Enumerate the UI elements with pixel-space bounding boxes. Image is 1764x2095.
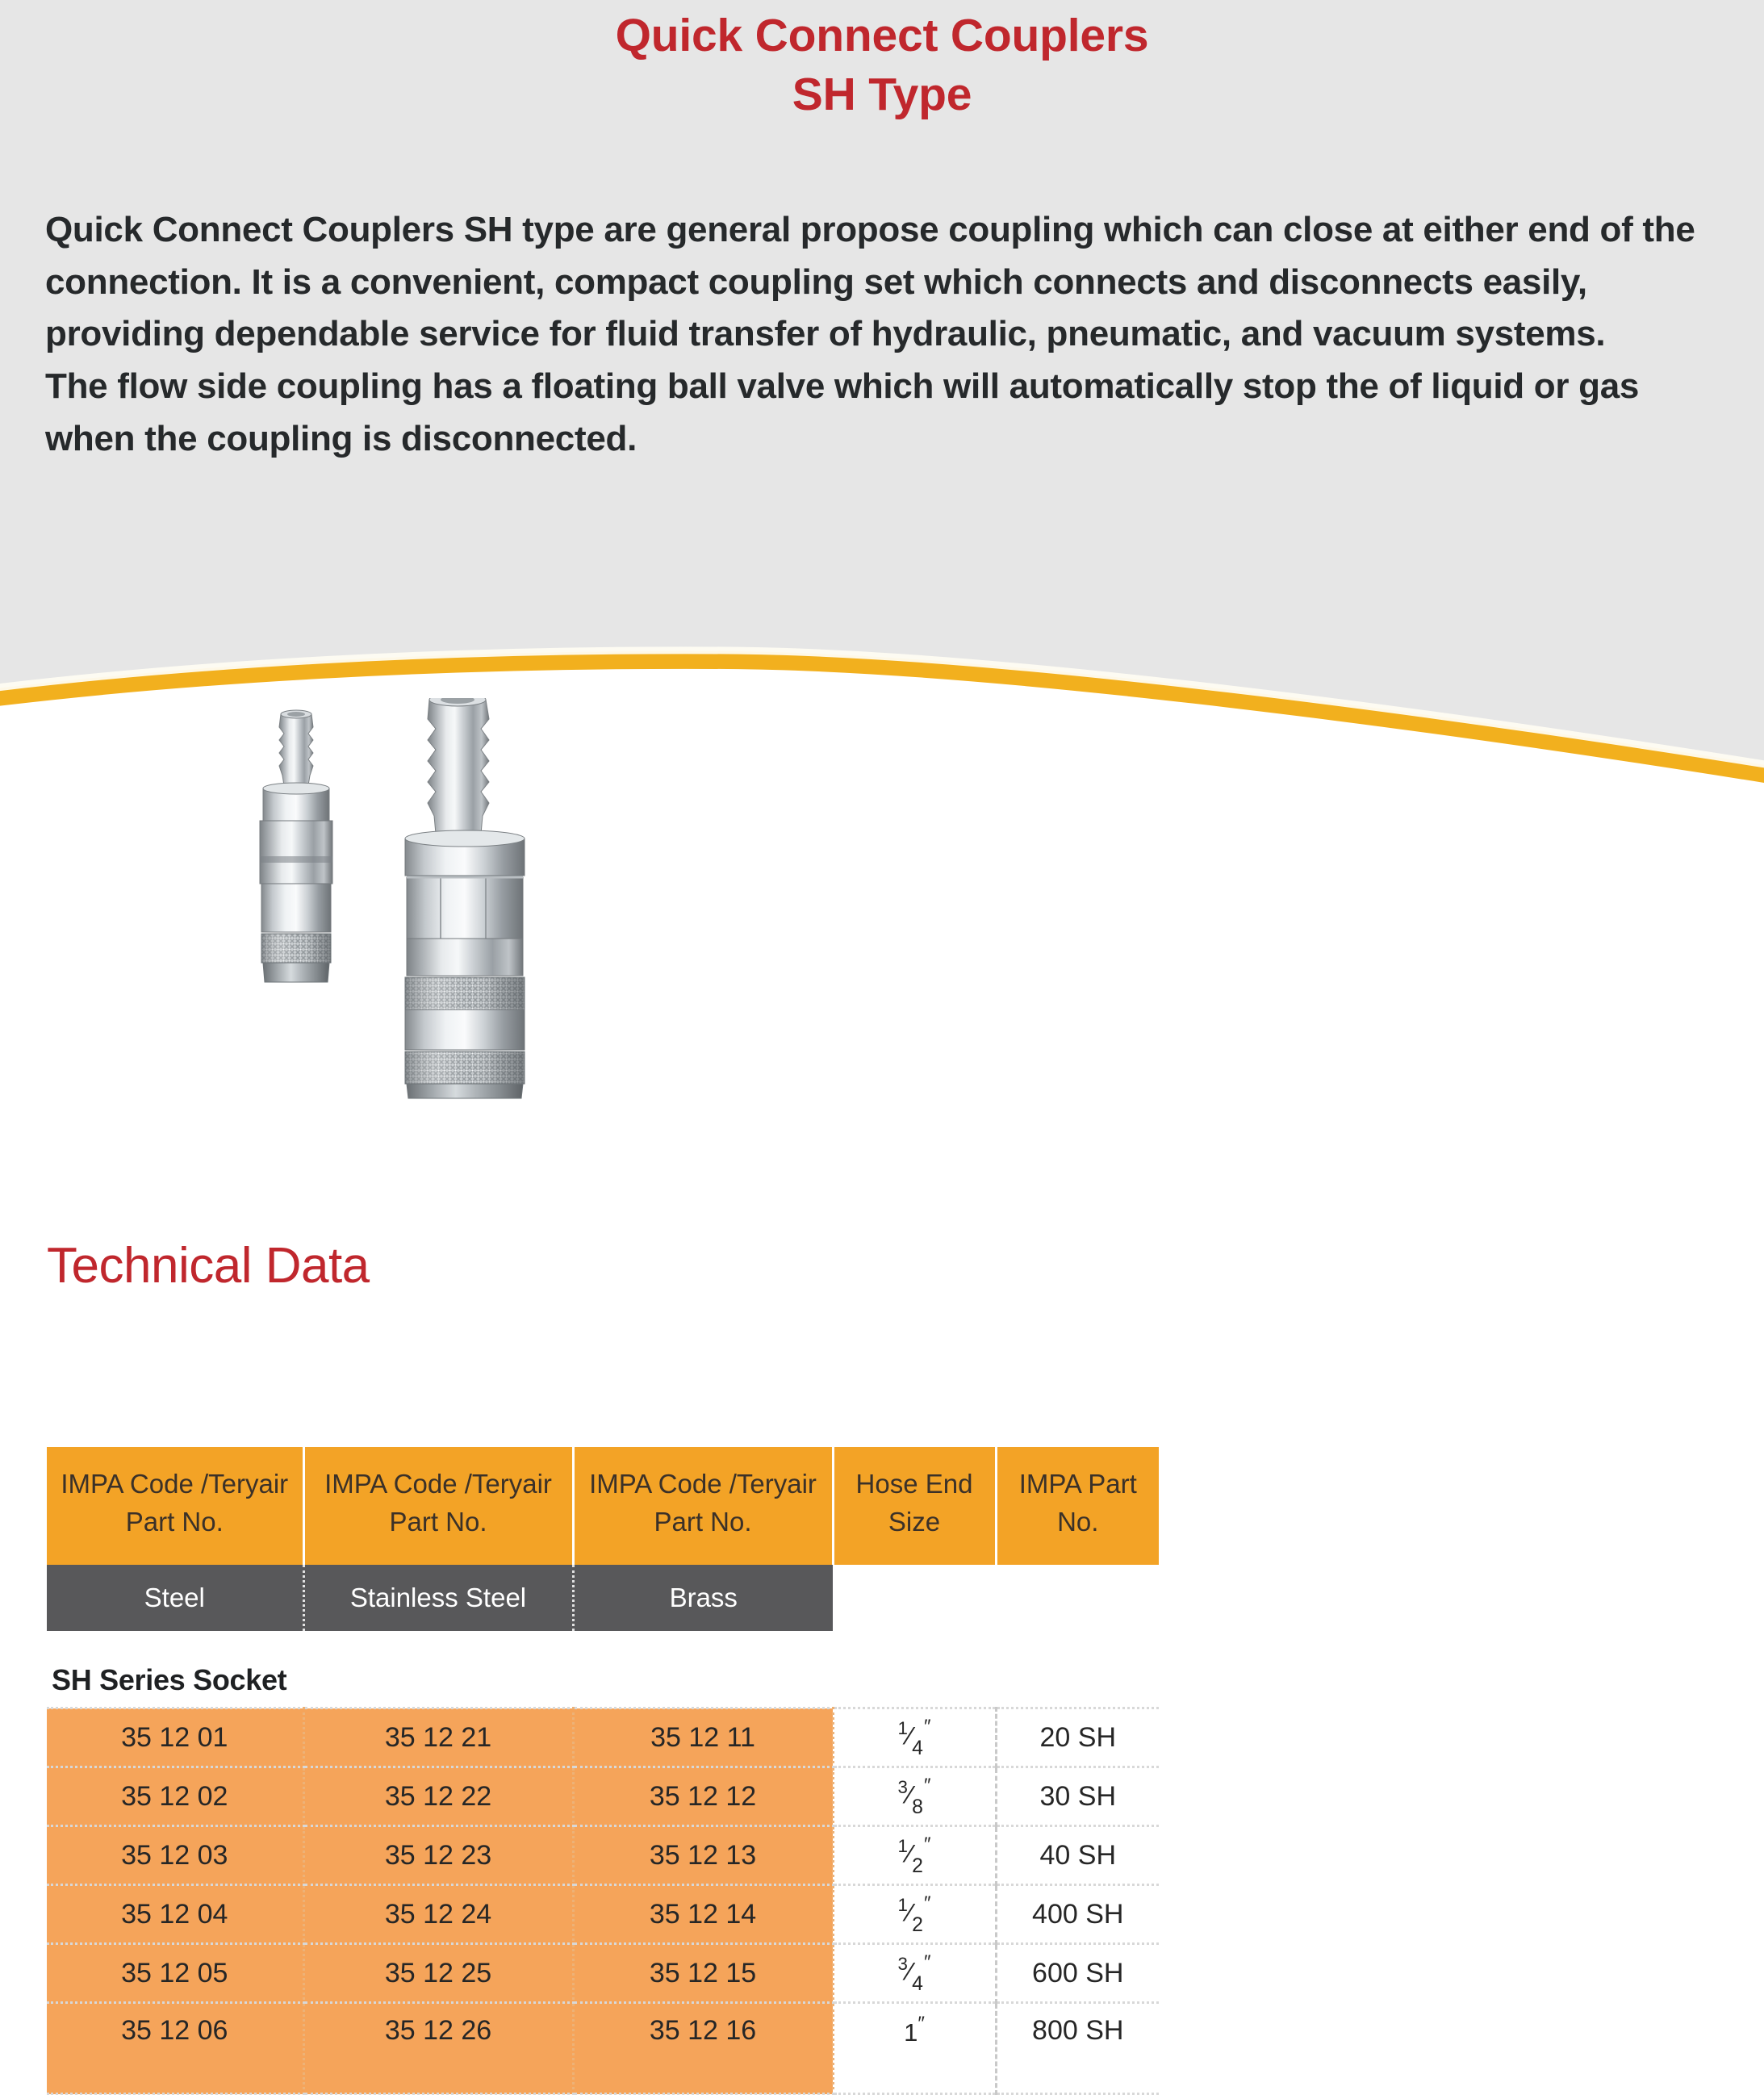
inch-mark: ″ [923, 1834, 931, 1856]
fraction-denominator: 2 [912, 1855, 923, 1877]
material-spacer-1 [833, 1565, 996, 1631]
knurled-sleeve-small [261, 934, 331, 963]
cell-impa-part-no: 400 SH [996, 1885, 1159, 1944]
cell-brass-code: 35 12 15 [573, 1944, 833, 2003]
cell-brass-code: 35 12 13 [573, 1826, 833, 1885]
table-header-row [47, 1447, 1159, 1565]
fraction-hose-size [897, 1716, 931, 1759]
column-header-impa-part-no: IMPA Part No. [996, 1447, 1159, 1565]
hex-nut [407, 877, 523, 939]
table-row [47, 1826, 1159, 1885]
cell-stainless-code: 35 12 25 [303, 1944, 573, 2003]
knurled-sleeve-large-lower [405, 1052, 525, 1084]
fraction-numerator: 1 [897, 1836, 908, 1857]
technical-data-heading: Technical Data [47, 1238, 370, 1294]
whole-number: 1 [904, 2018, 918, 2047]
cell-steel-code: 35 12 06 [47, 2003, 303, 2094]
cell-impa-part-no: 20 SH [996, 1708, 1159, 1767]
hose-barb-small [279, 710, 313, 785]
cell-steel-code: 35 12 02 [47, 1767, 303, 1826]
material-stainless-steel: Stainless Steel [303, 1565, 573, 1631]
product-image [258, 698, 678, 1126]
inch-mark: ″ [923, 1951, 931, 1974]
fraction-slash: ⁄ [907, 1838, 913, 1868]
cell-steel-code: 35 12 05 [47, 1944, 303, 2003]
fraction-hose-size [897, 1775, 931, 1818]
cell-impa-part-no: 30 SH [996, 1767, 1159, 1826]
table-row [47, 2003, 1159, 2094]
table-row [47, 1885, 1159, 1944]
fraction-numerator: 1 [897, 1895, 908, 1916]
column-header-steel-code: IMPA Code /Teryair Part No. [47, 1447, 303, 1565]
cell-hose-end-size [833, 1826, 996, 1885]
column-header-brass-code: IMPA Code /Teryair Part No. [573, 1447, 833, 1565]
material-spacer-2 [996, 1565, 1159, 1631]
fraction-numerator: 3 [897, 1777, 908, 1798]
intro-description [45, 204, 1732, 465]
fraction-denominator: 8 [912, 1796, 923, 1818]
fraction-slash: ⁄ [907, 1956, 913, 1986]
cell-impa-part-no: 600 SH [996, 1944, 1159, 2003]
fraction-denominator: 4 [912, 1737, 923, 1759]
cell-stainless-code: 35 12 24 [303, 1885, 573, 1944]
specs-table [47, 1447, 1159, 2095]
inch-mark: ″ [918, 2013, 925, 2034]
fraction-slash: ⁄ [907, 1779, 913, 1809]
cell-impa-part-no: 40 SH [996, 1826, 1159, 1885]
section-label-cell [47, 1631, 1159, 1708]
title-line-2: SH Type [792, 68, 972, 120]
cell-hose-end-size [833, 1885, 996, 1944]
inch-mark: ″ [923, 1892, 931, 1915]
cell-hose-end-size [833, 1767, 996, 1826]
table-section-label-row [47, 1631, 1159, 1708]
cell-brass-code: 35 12 11 [573, 1708, 833, 1767]
material-brass: Brass [573, 1565, 833, 1631]
inch-mark: ″ [923, 1716, 931, 1738]
fraction-numerator: 3 [897, 1954, 908, 1975]
table-material-row [47, 1565, 1159, 1631]
fraction-denominator: 2 [912, 1913, 923, 1936]
fraction-denominator: 4 [912, 1972, 923, 1995]
cell-stainless-code: 35 12 21 [303, 1708, 573, 1767]
table-row [47, 1767, 1159, 1826]
column-header-hose-end-size: Hose End Size [833, 1447, 996, 1565]
cell-stainless-code: 35 12 23 [303, 1826, 573, 1885]
hose-barb-large [428, 698, 489, 834]
inch-mark: ″ [923, 1775, 931, 1797]
technical-data-table [47, 1447, 1159, 2095]
cell-stainless-code: 35 12 26 [303, 2003, 573, 2094]
fraction-hose-size [897, 1951, 931, 1995]
cell-steel-code: 35 12 01 [47, 1708, 303, 1767]
cell-hose-end-size [833, 1944, 996, 2003]
section-label-sh-series-socket: SH Series Socket [52, 1663, 287, 1696]
fraction-slash: ⁄ [907, 1721, 913, 1750]
knurled-sleeve-large-upper [405, 977, 525, 1010]
fraction-slash: ⁄ [907, 1897, 913, 1927]
cell-impa-part-no: 800 SH [996, 2003, 1159, 2094]
intro-paragraph-1: Quick Connect Couplers SH type are general propose coupling which can close at either end of the connection. It is a convenient, compact coupling set which connects and disconnects easily, providing dependable service for fluid transfer of hydraulic, pneumatic, and vacuum systems. [45, 210, 1695, 354]
material-steel: Steel [47, 1565, 303, 1631]
cell-steel-code: 35 12 03 [47, 1826, 303, 1885]
coupler-large [405, 698, 525, 1098]
cell-hose-end-size [833, 1708, 996, 1767]
coupler-small [260, 710, 332, 982]
cell-brass-code: 35 12 16 [573, 2003, 833, 2094]
cell-hose-end-size [833, 2003, 996, 2094]
table-row [47, 1944, 1159, 2003]
title-line-1: Quick Connect Couplers [615, 10, 1149, 61]
fraction-hose-size [897, 1834, 931, 1877]
page-title [0, 6, 1764, 124]
fraction-numerator: 1 [897, 1718, 908, 1739]
table-body [47, 1708, 1159, 2094]
cell-brass-code: 35 12 14 [573, 1885, 833, 1944]
intro-paragraph-2: The flow side coupling has a floating ball valve which will automatically stop the of liquid or gas when the coupling is disconnected. [45, 366, 1640, 458]
column-header-stainless-code: IMPA Code /Teryair Part No. [303, 1447, 573, 1565]
cell-steel-code: 35 12 04 [47, 1885, 303, 1944]
cell-stainless-code: 35 12 22 [303, 1767, 573, 1826]
fraction-hose-size [897, 1892, 931, 1936]
cell-brass-code: 35 12 12 [573, 1767, 833, 1826]
whole-hose-size [904, 2013, 925, 2047]
table-row [47, 1708, 1159, 1767]
